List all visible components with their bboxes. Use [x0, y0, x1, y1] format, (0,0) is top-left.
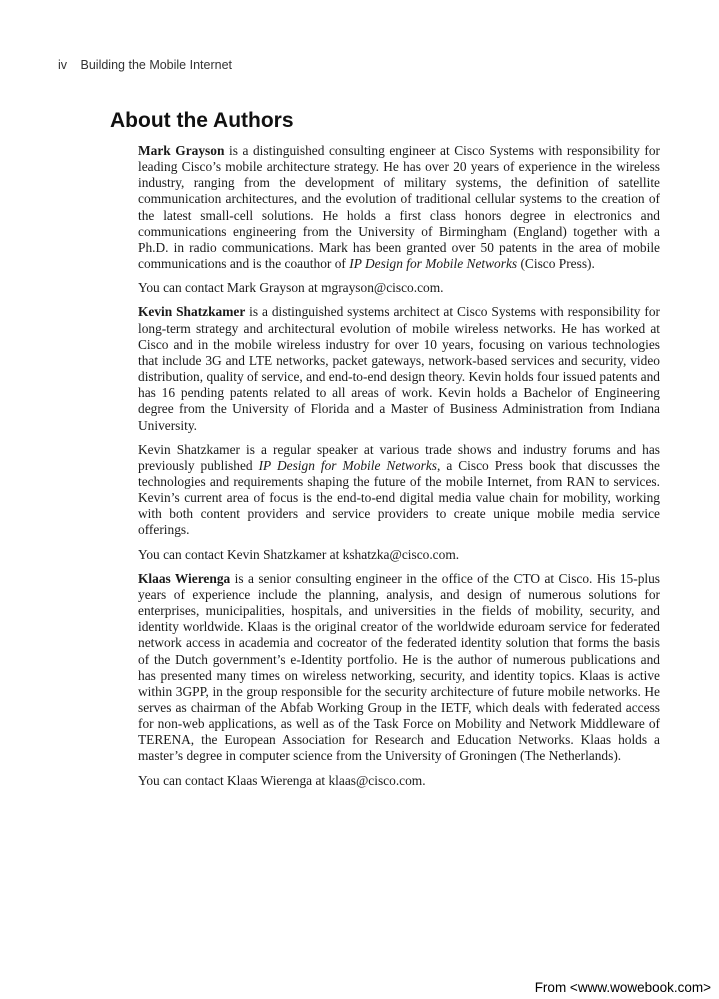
- book-title: Building the Mobile Internet: [80, 58, 232, 72]
- source-footer: From <www.wowebook.com>: [534, 980, 711, 995]
- contact-line: You can contact Kevin Shatzkamer at kshatzka@cisco.com.: [138, 546, 460, 562]
- author-bio-grayson: [138, 143, 660, 272]
- page-number: iv: [58, 58, 68, 72]
- author-name: Mark Grayson: [138, 143, 225, 158]
- author-name: Klaas Wierenga: [138, 570, 231, 586]
- book-title-italic: IP Design for Mobile Networks: [349, 256, 518, 272]
- bio-text: is a distinguished consulting engineer at Cisco Systems with responsibility for leading Cisco’s mobile architecture strategy. He has over 20 years of experience in the wireless industry, ranging from the development of military systems, the definition of satellite communication architectures, and the evolution of traditional cellular systems to the creation of the latest small-cell solutions. He holds a first class honors degree in electronics and communications engineering from the University of Birmingham (England) together with a Ph.D. in radio communications. Mark has been granted over 50 patents in the area of mobile communications and is the coauthor of: [138, 143, 660, 272]
- author-bio-shatzkamer-2: [138, 442, 660, 539]
- bio-text: Kevin Shatzkamer is a regular speaker at various trade shows and industry forums and has previously published: [138, 441, 660, 473]
- section-title: About the Authors: [110, 109, 294, 132]
- bio-text: is a senior consulting engineer in the office of the CTO at Cisco. His 15-plus years of experience include the planning, analysis, and design of numerous solutions for enterprises, municipalities, hospitals, and universities in the fields of mobility, security, and identity worldwide. Klaas is the original creator of the worldwide eduroam service for federated network access in academia and cocreator of the federated identity solution that forms the basis of the Dutch government’s e-Identity portfolio. He is the author of numerous publications and has presented many times on wireless networking, security, and identity topics. Klaas is active within 3GPP, in the group responsible for the security architecture of future mobile networks. He serves as chairman of the Abfab Working Group in the IETF, which deals with federated access for non-web applications, as well as of the Task Force on Mobility and Network Middleware of TERENA, the European Association for Research and Education Networks. Klaas holds a master’s degree in computer science from the University of Groningen (The Netherlands).: [138, 570, 661, 764]
- bio-text: is a distinguished systems architect at Cisco Systems with responsibility for long-term strategy and architectural evolution of mobile wireless networks. He has worked at Cisco and in the mobile wireless industry for over 10 years, focusing on various technologies that include 3G and LTE networks, packet gateways, network-based services and security, video distribution, quality of service, and end-to-end design theory. Kevin holds four issued patents and has 16 pending patents related to all areas of work. Kevin holds a Bachelor of Engineering degree from the University of Florida and a Master of Business Administration from Indiana University.: [138, 304, 661, 433]
- bio-text-end: , a Cisco Press book that discusses the technologies and requirements shaping the future of the mobile Internet, from RAN to services. Kevin’s current area of focus is the end-to-end digital media value chain for mobility, working with both content providers and service providers to create unique mobile media service offerings.: [138, 457, 660, 538]
- bio-text-end: (Cisco Press).: [517, 256, 595, 272]
- author-name: Kevin Shatzkamer: [138, 304, 246, 320]
- author-bio-wierenga: [138, 571, 660, 765]
- contact-line: You can contact Klaas Wierenga at klaas@cisco.com.: [138, 772, 426, 788]
- authors-content: [138, 143, 660, 797]
- running-head: [58, 58, 232, 72]
- book-title-italic: IP Design for Mobile Networks: [258, 457, 437, 473]
- author-bio-shatzkamer: [138, 304, 660, 433]
- contact-line: You can contact Mark Grayson at mgrayson@cisco.com.: [138, 280, 444, 296]
